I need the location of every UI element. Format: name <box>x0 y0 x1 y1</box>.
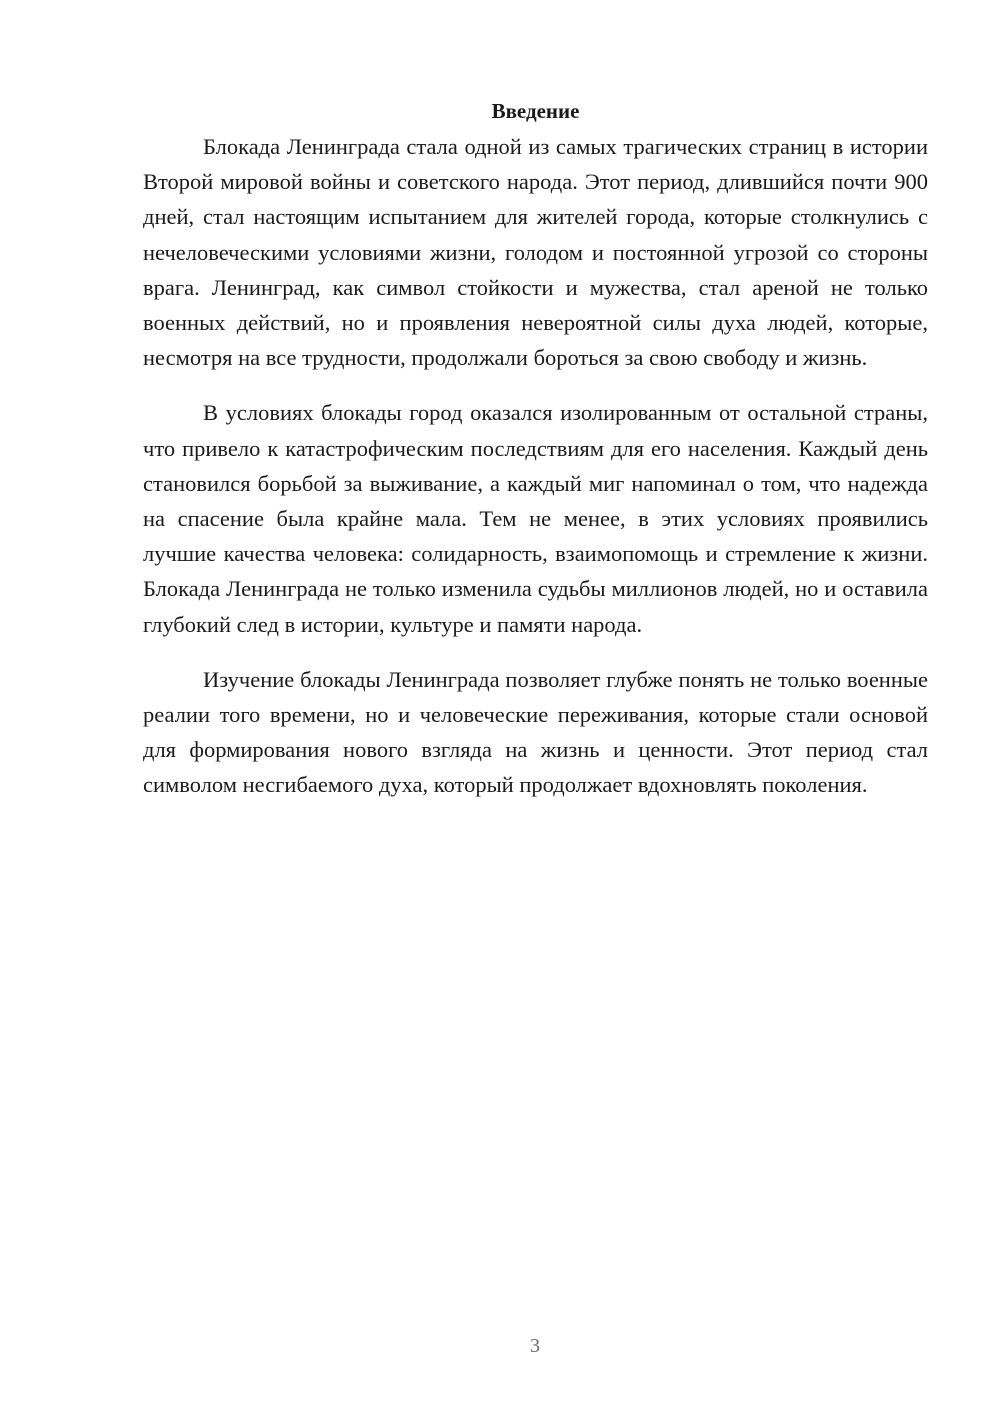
paragraph-3: Изучение блокады Ленинграда позволяет глубже понять не только военные реалии того времени, но и человеческие переживания, которые стали основой для формирования нового взгляда на жизнь и ценности. Этот период стал символом несгибаемого духа, который продолжает вдохновлять поколения. <box>143 666 928 798</box>
paragraph-1: Блокада Ленинграда стала одной из самых трагических страниц в истории Второй мировой войны и советского народа. Этот период, длившийся почти 900 дней, стал настоящим испытанием для жителей города, которые столкнулись с нечеловеческими условиями жизни, голодом и постоянной угрозой со стороны врага. Ленинград, как символ стойкости и мужества, стал ареной не только военных действий, но и проявления невероятной силы духа людей, которые, несмотря на все трудности, продолжали бороться за свою свободу и жизнь. <box>143 134 928 371</box>
paragraph-2: В условиях блокады город оказался изолированным от остальной страны, что привело к катастрофическим последствиям для его населения. Каждый день становился борьбой за выживание, а каждый миг напоминал о том, что надежда на спасение была крайне мала. Тем не менее, в этих условиях проявились лучшие качества человека: солидарность, взаимопомощь и стремление к жизни. Блокада Ленинграда не только изменила судьбы миллионов людей, но и оставила глубокий след в истории, культуре и памяти народа. <box>143 400 928 637</box>
section-title: Введение <box>491 99 580 123</box>
document-body <box>143 95 928 823</box>
page-number: 3 <box>530 1335 540 1357</box>
